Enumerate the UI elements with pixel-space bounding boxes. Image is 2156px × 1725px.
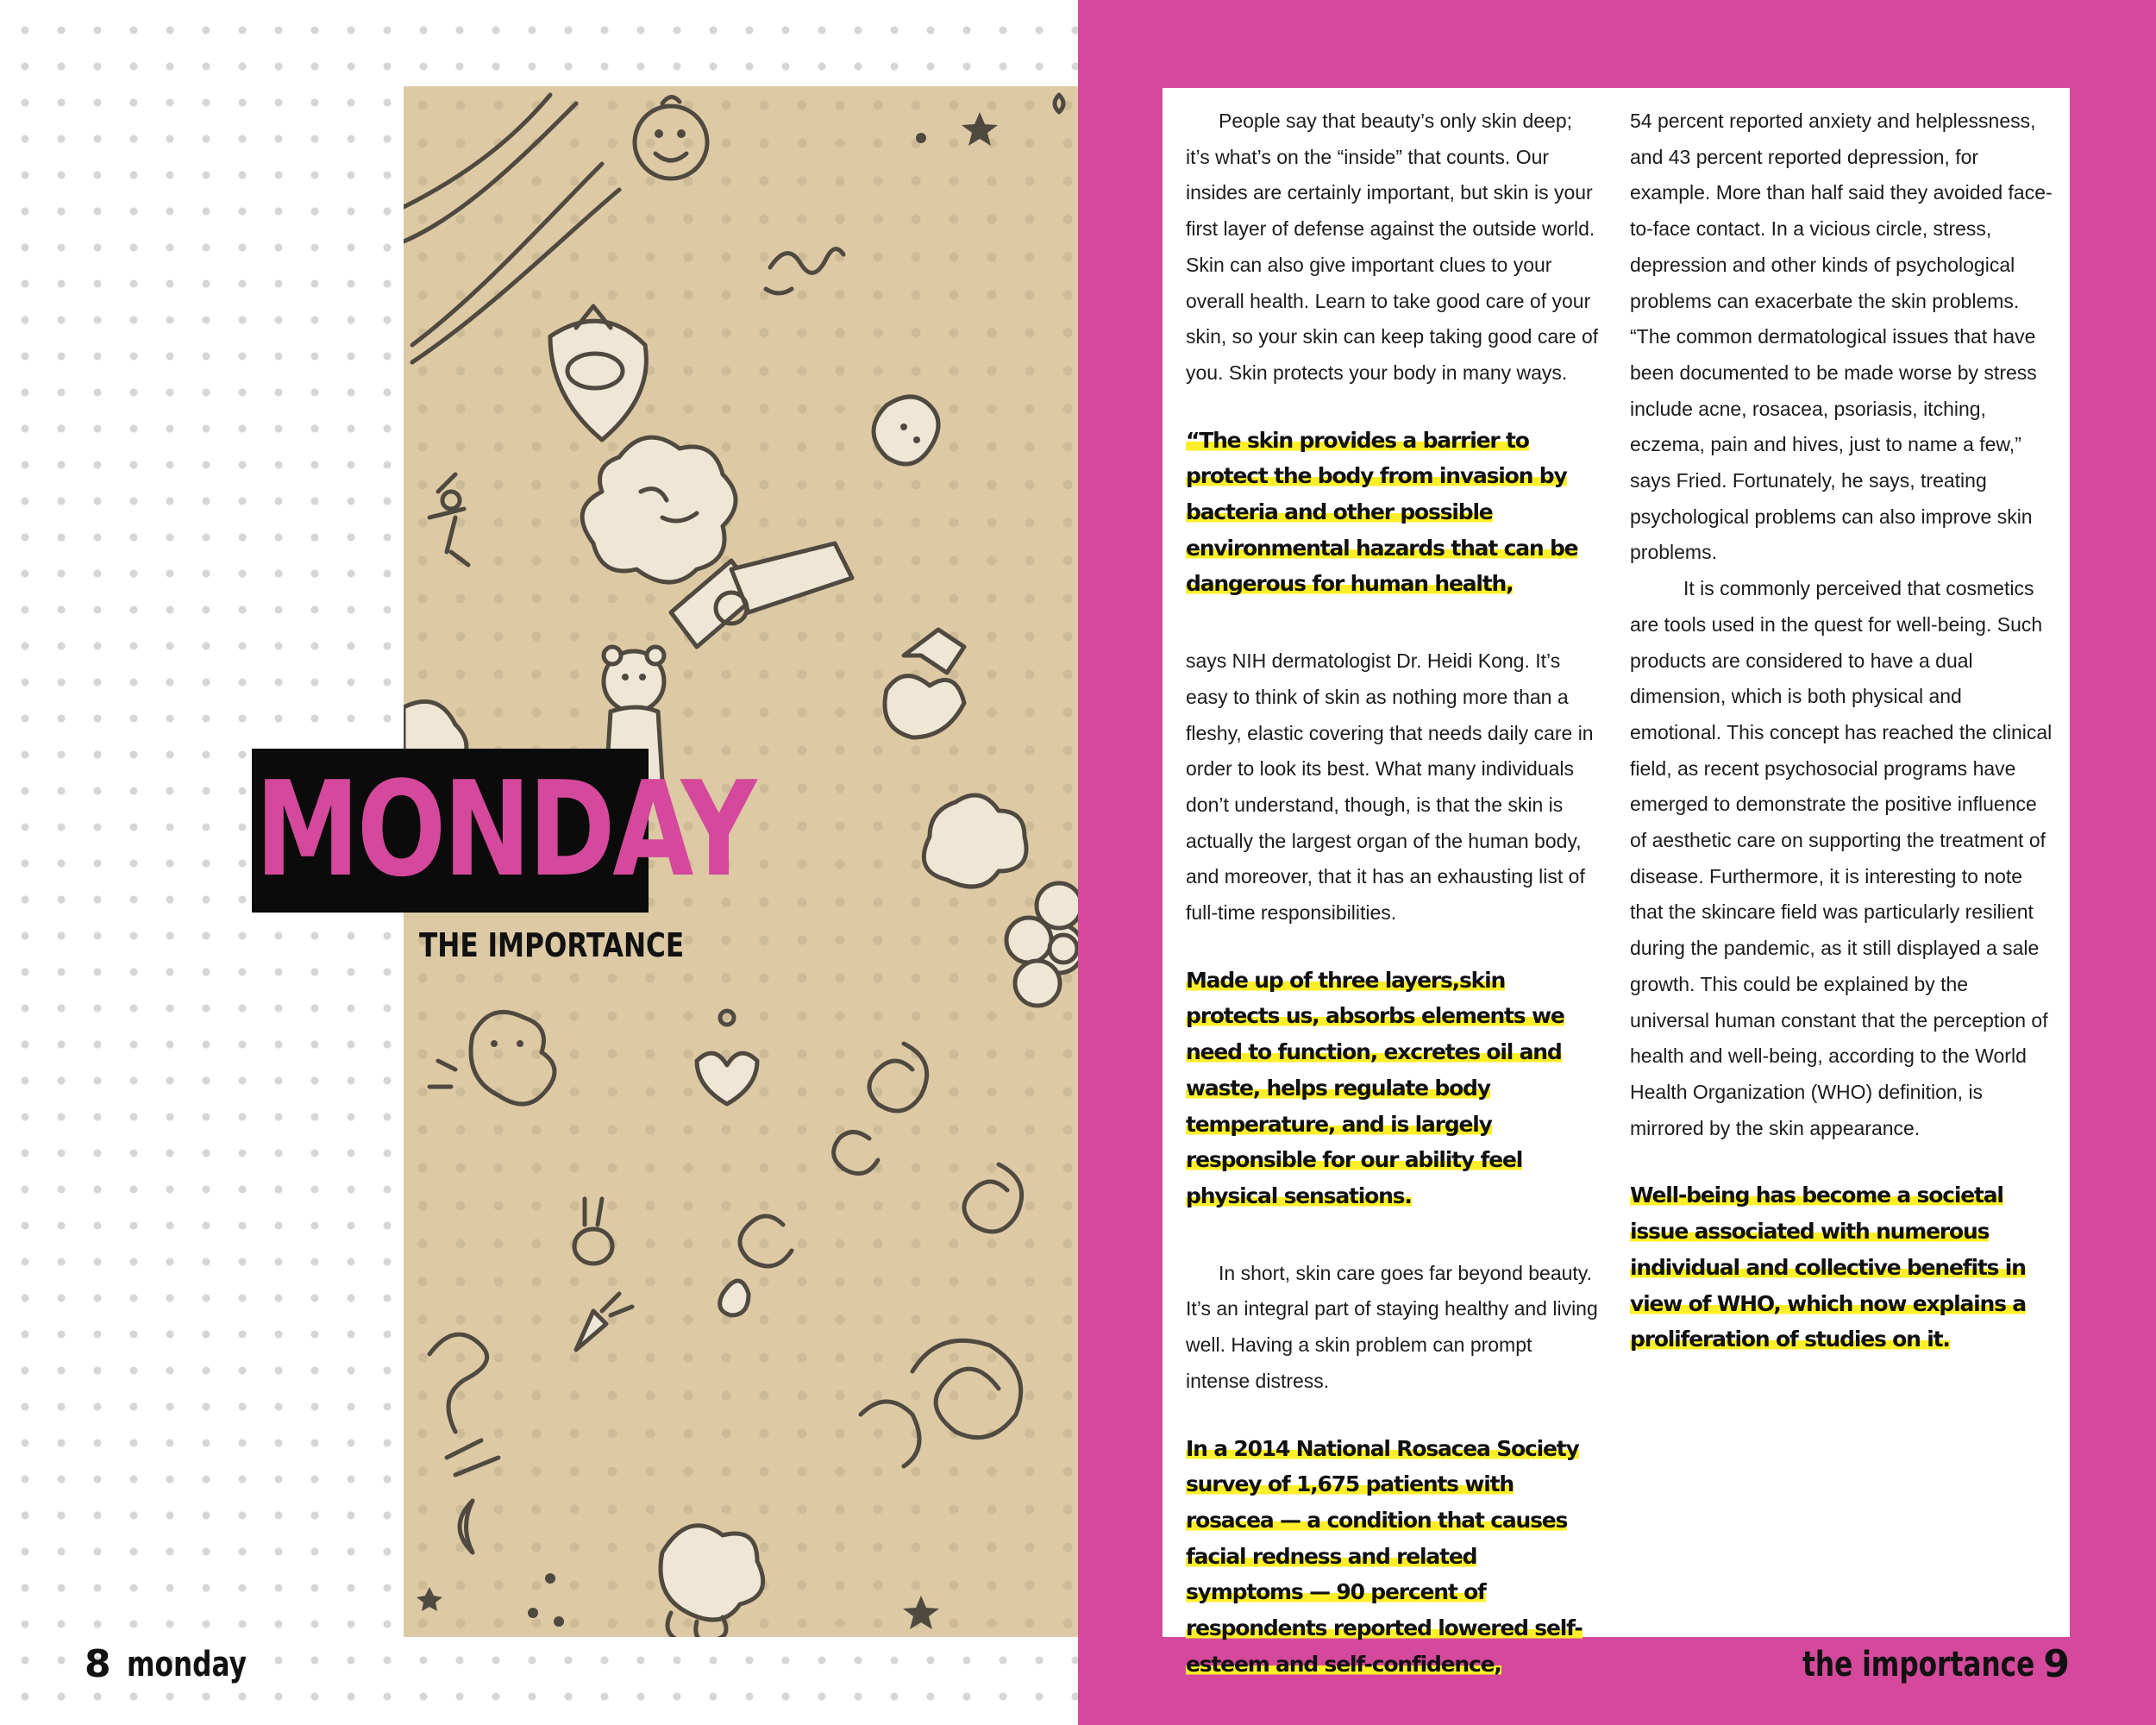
page-subtitle: THE IMPORTANCE	[419, 926, 685, 964]
pull-quote-text: In a 2014 National Rosacea Society survey of 1,675 patients with rosacea — a condition that causes facial redness and related symptoms — 90 percent of respondents reported lowered self-esteem and self-confidence,	[1186, 1435, 1583, 1677]
page-number-right: 9	[2043, 1642, 2070, 1686]
body-paragraph: It is commonly perceived that cosmetics are tools used in the quest for well-being. Such products are considered to have a dual dimension, which is both physical and emotional. This concept has reached the clinical field, as recent psychosocial programs have emerged to demonstrate the positive influence of aesthetic care on supporting the treatment of disease. Furthermore, it is interesting to note that the skincare field was particularly resilient during the pandemic, as it still displayed a sale growth. This could be explained by the universal human constant that the perception of health and well-being, according to the World Health Organization (WHO) definition, is mirrored by the skin appearance.	[1630, 577, 2053, 1139]
footer-section-label-right: the importance	[1802, 1644, 2035, 1684]
body-paragraph: says NIH dermatologist Dr. Heidi Kong. It’s easy to think of skin as nothing more than a fleshy, elastic covering that needs daily care in order to look its best. What many individuals don’t understand, though, is that the skin is actually the largest organ of the human body, and moreover, that it has an exhausting list of full-time responsibilities.	[1186, 649, 1594, 925]
article-column-1	[1186, 104, 1600, 1682]
pull-quote	[1630, 1177, 2053, 1358]
body-paragraph: 54 percent reported anxiety and helplessness, and 43 percent reported depression, for example. More than half said they avoided face-to-face contact. In a vicious circle, stress, depression and other kinds of psychological problems can exacerbate the skin problems. “The common dermatological issues that have been documented to be made worse by stress include acne, rosacea, psoriasis, itching, eczema, pain and hives, just to name a few,” says Fried. Fortunately, he says, treating psychological problems can also improve skin problems.	[1630, 110, 2053, 564]
body-paragraph: In short, skin care goes far beyond beauty. It’s an integral part of staying healthy and living well. Having a skin problem can prompt intense distress.	[1186, 1261, 1598, 1392]
page-title: MONDAY	[255, 753, 755, 906]
pull-quote-text: “The skin provides a barrier to protect the body from invasion by bacteria and other possible environmental hazards that can be dangerous for human health,	[1186, 427, 1578, 597]
pull-quote-text: Well-being has become a societal issue associated with numerous individual and collective benefits in view of WHO, which now explains a proliferation of studies on it.	[1630, 1182, 2026, 1352]
footer-left	[85, 1642, 280, 1694]
footer-section-label-left: monday	[126, 1644, 247, 1684]
body-paragraph: People say that beauty’s only skin deep; it’s what’s on the “inside” that counts. Our insides are certainly important, but skin is your first layer of defense against the outside world. Skin can also give important clues to your overall health. Learn to take good care of your skin, so your skin can keep taking good care of you. Skin protects your body in many ways.	[1186, 110, 1599, 384]
pull-quote	[1186, 423, 1600, 603]
page-number-left: 8	[85, 1642, 111, 1686]
pull-quote	[1186, 1431, 1600, 1683]
pull-quote	[1186, 963, 1600, 1214]
pull-quote-text: Made up of three layers,skin protects us, absorbs elements we need to function, excretes oil and waste, helps regulate body temperature, and is largely responsible for our ability feel physical sensations.	[1186, 967, 1564, 1208]
article-column-2	[1630, 104, 2053, 1358]
footer-right	[1737, 1642, 2070, 1694]
